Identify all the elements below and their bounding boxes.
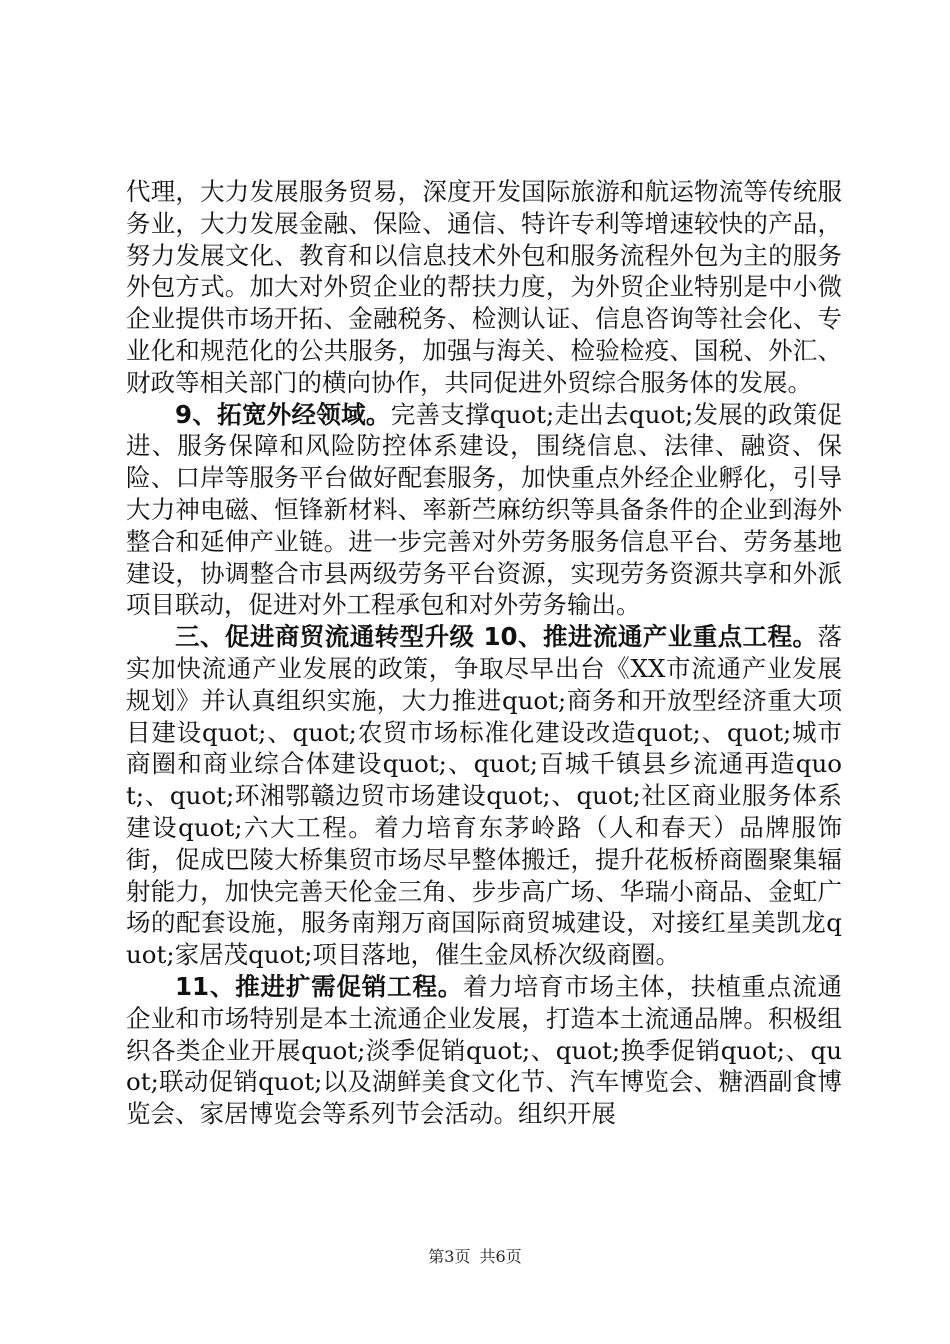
paragraph-text: 代理，大力发展服务贸易，深度开发国际旅游和航运物流等传统服务业，大力发展金融、保险、通信、特许专利等增速较快的产品，努力发展文化、教育和以信息技术外包和服务流程外包为主的服务外包方式。加大对外贸企业的帮扶力度，为外贸企业特别是中小微企业提供市场开拓、金融税务、检测认证、信息咨询等社会化、专业化和规范化的公共服务，加强与海关、检验检疫、国税、外汇、财政等相关部门的横向协作，共同促进外贸综合服务体的发展。	[126, 177, 842, 397]
paragraph-text: 着力培育市场主体，扶植重点流通企业和市场特别是本土流通企业发展，打造本土流通品牌。积极组织各类企业开展quot;淡季促销quot;、quot;换季促销quot;、quot;联动促销quot;以及湖鲜美食文化节、汽车博览会、糖酒副食博览会、家居博览会等系列节会活动。组织开展	[126, 971, 843, 1129]
paragraph-1	[126, 176, 842, 399]
paragraph-lead: 9、拓宽外经领域。	[175, 399, 391, 429]
page-number: 第3页	[428, 1247, 471, 1266]
paragraph-text: 落实加快流通产业发展的政策，争取尽早出台《XX市流通产业发展规划》并认真组织实施，大力推进quot;商务和开放型经济重大项目建设quot;、quot;农贸市场标准化建设改造quot;、quot;城市商圈和商业综合体建设quot;、quot;百城千镇县乡流通再造quot;、quot;环湘鄂赣边贸市场建设quot;、quot;社区商业服务体系建设quot;六大工程。着力培育东茅岭路（人和春天）品牌服饰街，促成巴陵大桥集贸市场尽早整体搬迁，提升花板桥商圈聚集辐射能力，加快完善天伦金三角、步步高广场、华瑞小商品、金虹广场的配套设施，服务南翔万商国际商贸城建设，对接红星美凯龙quot;家居茂quot;项目落地，催生金凤桥次级商圈。	[126, 622, 842, 970]
page-footer	[0, 1244, 950, 1267]
page-total: 共6页	[479, 1247, 522, 1266]
paragraph-4	[126, 971, 842, 1130]
paragraph-text: 完善支撑quot;走出去quot;发展的政策促进、服务保障和风险防控体系建设，围绕信息、法律、融资、保险、口岸等服务平台做好配套服务，加快重点外经企业孵化，引导大力神电磁、恒锋新材料、率新苎麻纺织等具备条件的企业到海外整合和延伸产业链。进一步完善对外劳务服务信息平台、劳务基地建设，协调整合市县两级劳务平台资源，实现劳务资源共享和外派项目联动，促进对外工程承包和对外劳务输出。	[126, 399, 842, 620]
paragraph-lead: 11、推进扩需促销工程。	[175, 971, 464, 1001]
document-body	[126, 176, 842, 1130]
paragraph-3	[126, 621, 842, 971]
paragraph-2	[126, 399, 842, 622]
paragraph-lead: 三、促进商贸流通转型升级 10、推进流通产业重点工程。	[175, 622, 818, 652]
